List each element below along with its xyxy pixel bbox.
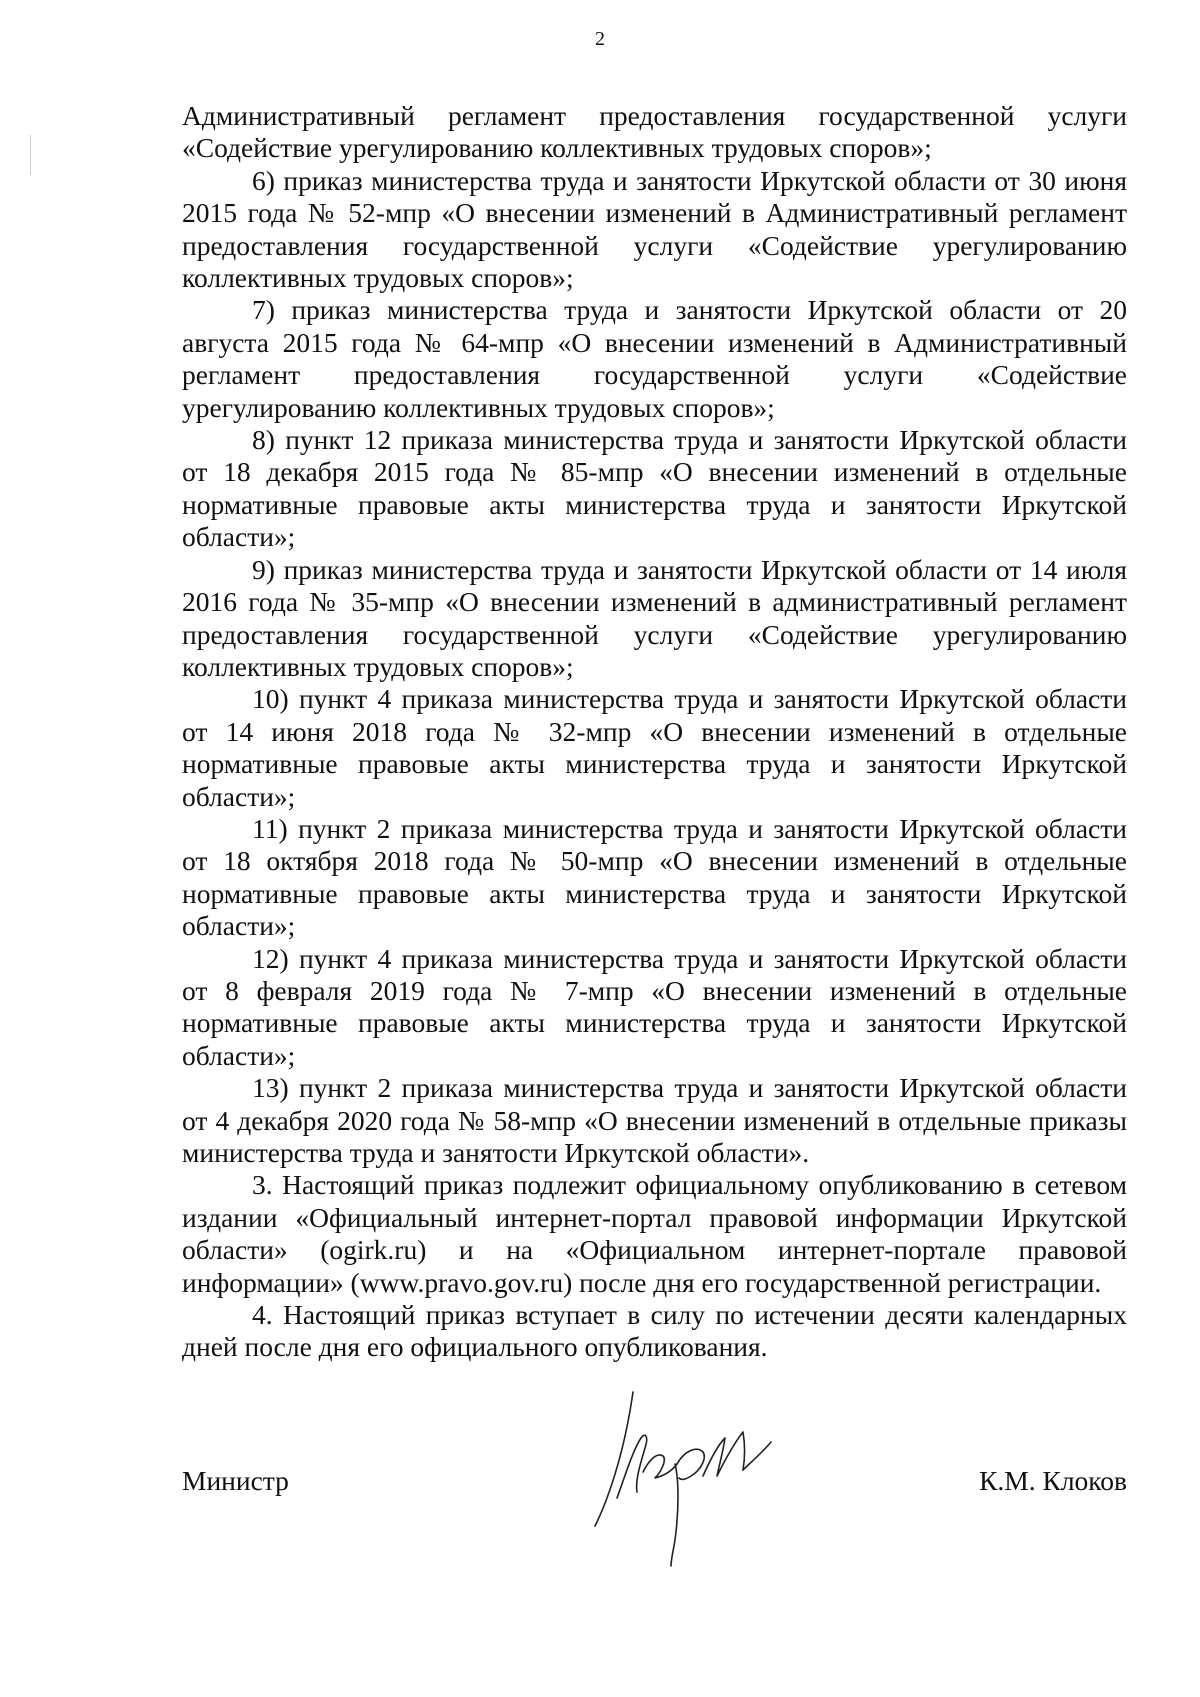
signer-position: Министр (182, 1465, 289, 1496)
paragraph: 12) пункт 4 приказа министерства труда и занятости Иркутской области от 8 февраля 2019 года № 7-мпр «О внесении изменений в отдельные нормативные правовые акты министерства труда и занятости Иркутской области»; (182, 942, 1127, 1071)
paragraph: 13) пункт 2 приказа министерства труда и занятости Иркутской области от 4 декабря 2020 года № 58-мпр «О внесении изменений в отдельные приказы министерства труда и занятости Иркутской области». (182, 1072, 1127, 1168)
document-body (182, 100, 1127, 1364)
handwritten-signature-image (585, 1380, 795, 1580)
paragraph: 10) пункт 4 приказа министерства труда и занятости Иркутской области от 14 июня 2018 года № 32-мпр «О внесении изменений в отдельные нормативные правовые акты министерства труда и занятости Иркутской области»; (182, 683, 1127, 812)
paragraph: 7) приказ министерства труда и занятости Иркутской области от 20 августа 2015 года № 64-мпр «О внесении изменений в Административный регламент предоставления государственной услуги «Содействие урегулированию коллективных трудовых споров»; (182, 294, 1127, 423)
paragraph: 11) пункт 2 приказа министерства труда и занятости Иркутской области от 18 октября 2018 года № 50-мпр «О внесении изменений в отдельные нормативные правовые акты министерства труда и занятости Иркутской области»; (182, 812, 1127, 942)
paragraph: 6) приказ министерства труда и занятости Иркутской области от 30 июня 2015 года № 52-мпр «О внесении изменений в Административный регламент предоставления государственной услуги «Содействие урегулированию коллективных трудовых споров»; (182, 164, 1127, 294)
page-number: 2 (595, 28, 605, 50)
paragraph: 8) пункт 12 приказа министерства труда и занятости Иркутской области от 18 декабря 2015 года № 85-мпр «О внесении изменений в отдельные нормативные правовые акты министерства труда и занятости Иркутской области»; (182, 424, 1127, 553)
paragraph: 9) приказ министерства труда и занятости Иркутской области от 14 июля 2016 года № 35-мпр «О внесении изменений в административный регламент предоставления государственной услуги «Содействие урегулированию коллективных трудовых споров»; (182, 553, 1127, 682)
scan-margin-mark (30, 135, 31, 175)
paragraph: Административный регламент предоставления государственной услуги «Содействие урегулированию коллективных трудовых споров»; (182, 100, 1127, 164)
signer-name: К.М. Клоков (979, 1465, 1127, 1496)
paragraph: 4. Настоящий приказ вступает в силу по истечении десяти календарных дней после дня его официального опубликования. (182, 1299, 1127, 1363)
paragraph: 3. Настоящий приказ подлежит официальному опубликованию в сетевом издании «Официальный интернет-портал правовой информации Иркутской области» (ogirk.ru) и на «Официальном интернет-портале правовой информации» (www.pravo.gov.ru) после дня его государственной регистрации. (182, 1169, 1127, 1298)
